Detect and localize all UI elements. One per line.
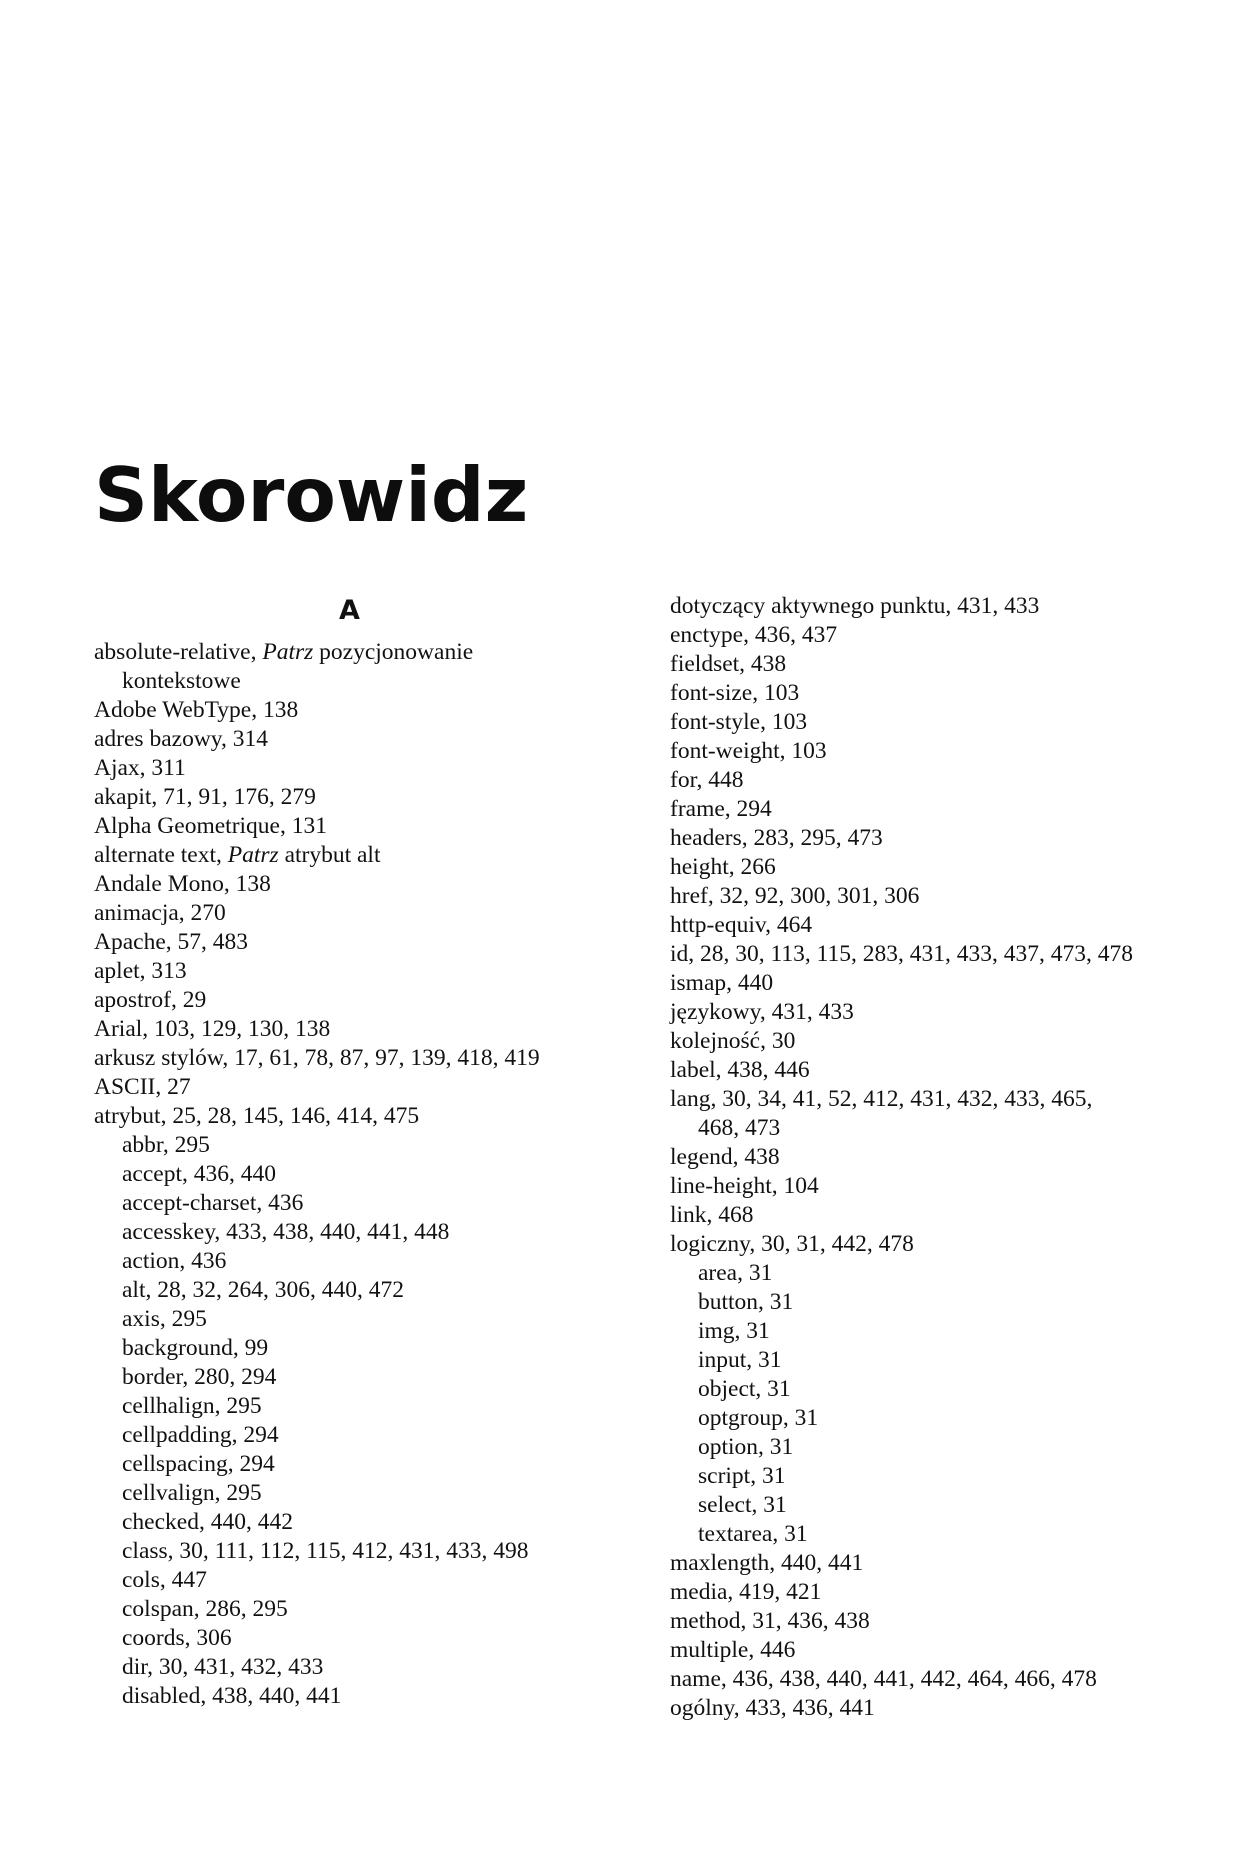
index-subentry — [94, 1479, 594, 1508]
index-subentry — [94, 1131, 594, 1160]
entry-text: frame, 294 — [670, 796, 772, 822]
index-entry — [670, 998, 1190, 1027]
entry-text: optgroup, 31 — [698, 1405, 819, 1431]
index-entry — [670, 1578, 1190, 1607]
entry-text: label, 438, 446 — [670, 1057, 810, 1083]
entry-text: ogólny, 433, 436, 441 — [670, 1695, 875, 1721]
entry-text: abbr, 295 — [122, 1132, 210, 1158]
entry-text: językowy, 431, 433 — [670, 999, 854, 1025]
index-entry — [94, 638, 594, 696]
entry-text: method, 31, 436, 438 — [670, 1608, 870, 1634]
entry-text: cellpadding, 294 — [122, 1422, 279, 1448]
entry-text: for, 448 — [670, 767, 744, 793]
index-column-left — [94, 588, 594, 1711]
entry-text: Andale Mono, 138 — [94, 871, 271, 897]
index-subentry — [670, 1404, 1190, 1433]
entry-text: animacja, 270 — [94, 900, 226, 926]
index-entry — [94, 899, 594, 928]
index-subentry — [94, 1566, 594, 1595]
index-subentry — [94, 1682, 594, 1711]
index-entry — [94, 696, 594, 725]
index-subentry — [94, 1450, 594, 1479]
index-subentry — [94, 1421, 594, 1450]
entry-text: adres bazowy, 314 — [94, 726, 269, 752]
entry-text: cellspacing, 294 — [122, 1451, 275, 1477]
entry-text: height, 266 — [670, 854, 776, 880]
index-entry — [94, 812, 594, 841]
entry-text: font-weight, 103 — [670, 738, 827, 764]
index-entry — [670, 1056, 1190, 1085]
index-subentry — [94, 1595, 594, 1624]
entry-text: object, 31 — [698, 1376, 791, 1402]
index-subentry — [94, 1160, 594, 1189]
entry-text: line-height, 104 — [670, 1173, 819, 1199]
entry-text: aplet, 313 — [94, 958, 187, 984]
index-entry — [94, 1073, 594, 1102]
index-subentry — [94, 1624, 594, 1653]
index-entry — [670, 882, 1190, 911]
entry-text: border, 280, 294 — [122, 1364, 277, 1390]
entry-text: checked, 440, 442 — [122, 1509, 293, 1535]
index-entry — [670, 708, 1190, 737]
entry-text: maxlength, 440, 441 — [670, 1550, 864, 1576]
index-entry — [94, 841, 594, 870]
entry-text: legend, 438 — [670, 1144, 780, 1170]
entry-text: akapit, 71, 91, 176, 279 — [94, 784, 316, 810]
entry-text: headers, 283, 295, 473 — [670, 825, 883, 851]
index-entry — [94, 783, 594, 812]
index-entry — [94, 957, 594, 986]
index-entry — [94, 1102, 594, 1131]
index-entry — [670, 1549, 1190, 1578]
entry-text: lang, 30, 34, 41, 52, 412, 431, 432, 433, 465, — [670, 1086, 1093, 1112]
index-entry — [670, 1607, 1190, 1636]
index-entry — [94, 725, 594, 754]
section-letter: A — [339, 595, 360, 626]
entry-text: background, 99 — [122, 1335, 269, 1361]
entry-text: http-equiv, 464 — [670, 912, 813, 938]
index-entry — [670, 1172, 1190, 1201]
entry-text: input, 31 — [698, 1347, 782, 1373]
index-entry — [670, 650, 1190, 679]
index-subentry — [94, 1392, 594, 1421]
entry-text: arkusz stylów, 17, 61, 78, 87, 97, 139, 418, 419 — [94, 1045, 540, 1071]
index-subentry — [670, 1288, 1190, 1317]
entry-text: accesskey, 433, 438, 440, 441, 448 — [122, 1219, 450, 1245]
index-subentry — [670, 1375, 1190, 1404]
entry-text: fieldset, 438 — [670, 651, 787, 677]
index-subentry — [94, 1537, 594, 1566]
entry-continuation: kontekstowe — [122, 668, 241, 694]
index-entry — [670, 853, 1190, 882]
entry-text: href, 32, 92, 300, 301, 306 — [670, 883, 920, 909]
entry-text: Ajax, 311 — [94, 755, 186, 781]
entry-text: button, 31 — [698, 1289, 794, 1315]
entry-text: ASCII, 27 — [94, 1074, 191, 1100]
entry-text: Alpha Geometrique, 131 — [94, 813, 327, 839]
entry-text: media, 419, 421 — [670, 1579, 822, 1605]
cross-reference-label: Patrz — [262, 639, 314, 665]
entry-text: apostrof, 29 — [94, 987, 207, 1013]
index-subentry — [94, 1305, 594, 1334]
entry-text: area, 31 — [698, 1260, 773, 1286]
index-entry — [94, 986, 594, 1015]
entry-text: alt, 28, 32, 264, 306, 440, 472 — [122, 1277, 404, 1303]
index-entry — [670, 911, 1190, 940]
entry-text: absolute-relative, — [94, 639, 263, 665]
entry-text: select, 31 — [698, 1492, 787, 1518]
entry-text: class, 30, 111, 112, 115, 412, 431, 433, 498 — [122, 1538, 529, 1564]
entry-text: action, 436 — [122, 1248, 227, 1274]
index-entry — [94, 754, 594, 783]
index-entry — [670, 1027, 1190, 1056]
entry-text: script, 31 — [698, 1463, 786, 1489]
entry-text: coords, 306 — [122, 1625, 232, 1651]
index-entry — [670, 621, 1190, 650]
entry-text: name, 436, 438, 440, 441, 442, 464, 466, 478 — [670, 1666, 1097, 1692]
entry-text: kolejność, 30 — [670, 1028, 796, 1054]
index-entry — [670, 1694, 1190, 1723]
index-subentry — [94, 1276, 594, 1305]
index-subentry — [670, 1520, 1190, 1549]
index-subentry — [670, 1462, 1190, 1491]
entry-text: accept, 436, 440 — [122, 1161, 277, 1187]
entry-text: font-size, 103 — [670, 680, 800, 706]
index-subentry — [94, 1218, 594, 1247]
index-subentry — [670, 1491, 1190, 1520]
entry-text: atrybut, 25, 28, 145, 146, 414, 475 — [94, 1103, 420, 1129]
entry-text: cellhalign, 295 — [122, 1393, 262, 1419]
entry-text: Apache, 57, 483 — [94, 929, 249, 955]
index-entry — [670, 1085, 1190, 1143]
entry-text: id, 28, 30, 113, 115, 283, 431, 433, 437, 473, 478 — [670, 941, 1134, 967]
index-entry — [670, 1665, 1190, 1694]
index-entry — [670, 1143, 1190, 1172]
cross-reference-label: Patrz — [227, 842, 279, 868]
index-entry — [670, 1201, 1190, 1230]
index-entry — [670, 1230, 1190, 1259]
index-subentry — [670, 1317, 1190, 1346]
entry-text: cols, 447 — [122, 1567, 207, 1593]
index-subentry — [94, 1653, 594, 1682]
entry-text: multiple, 446 — [670, 1637, 796, 1663]
entry-text: textarea, 31 — [698, 1521, 808, 1547]
entry-text: link, 468 — [670, 1202, 754, 1228]
entry-text: logiczny, 30, 31, 442, 478 — [670, 1231, 914, 1257]
index-subentry — [94, 1363, 594, 1392]
entry-text: axis, 295 — [122, 1306, 207, 1332]
index-subentry — [670, 1433, 1190, 1462]
page-title: Skorowidz — [94, 451, 529, 539]
index-entry — [670, 737, 1190, 766]
entry-text: dir, 30, 431, 432, 433 — [122, 1654, 324, 1680]
index-entry — [94, 870, 594, 899]
entry-text: option, 31 — [698, 1434, 794, 1460]
entry-text: img, 31 — [698, 1318, 770, 1344]
index-entry — [670, 679, 1190, 708]
index-subentry — [94, 1334, 594, 1363]
index-entry — [670, 940, 1190, 969]
entry-text: cellvalign, 295 — [122, 1480, 262, 1506]
entry-text: colspan, 286, 295 — [122, 1596, 288, 1622]
index-subentry — [94, 1189, 594, 1218]
index-entry — [670, 795, 1190, 824]
cross-reference-target: atrybut alt — [278, 842, 381, 868]
index-subentry — [94, 1508, 594, 1537]
index-entry — [670, 592, 1190, 621]
entry-text: font-style, 103 — [670, 709, 808, 735]
entry-text: disabled, 438, 440, 441 — [122, 1683, 342, 1709]
cross-reference-target: pozycjonowanie — [313, 639, 474, 665]
entry-continuation: 468, 473 — [698, 1115, 781, 1141]
index-column-right — [670, 592, 1190, 1723]
entry-text: Adobe WebType, 138 — [94, 697, 299, 723]
index-subentry — [670, 1346, 1190, 1375]
index-entry — [670, 969, 1190, 998]
entry-text: ismap, 440 — [670, 970, 774, 996]
index-entry — [94, 928, 594, 957]
entry-text: accept-charset, 436 — [122, 1190, 304, 1216]
index-entry — [94, 1015, 594, 1044]
index-subentry — [94, 1247, 594, 1276]
index-entry — [670, 766, 1190, 795]
entry-text: dotyczący aktywnego punktu, 431, 433 — [670, 593, 1040, 619]
index-entries-right — [670, 592, 1190, 1723]
index-entry — [670, 1636, 1190, 1665]
entry-text: alternate text, — [94, 842, 228, 868]
index-entry — [670, 824, 1190, 853]
entry-text: Arial, 103, 129, 130, 138 — [94, 1016, 331, 1042]
index-entry — [94, 1044, 594, 1073]
entry-text: enctype, 436, 437 — [670, 622, 838, 648]
index-entries-left — [94, 638, 594, 1711]
index-subentry — [670, 1259, 1190, 1288]
